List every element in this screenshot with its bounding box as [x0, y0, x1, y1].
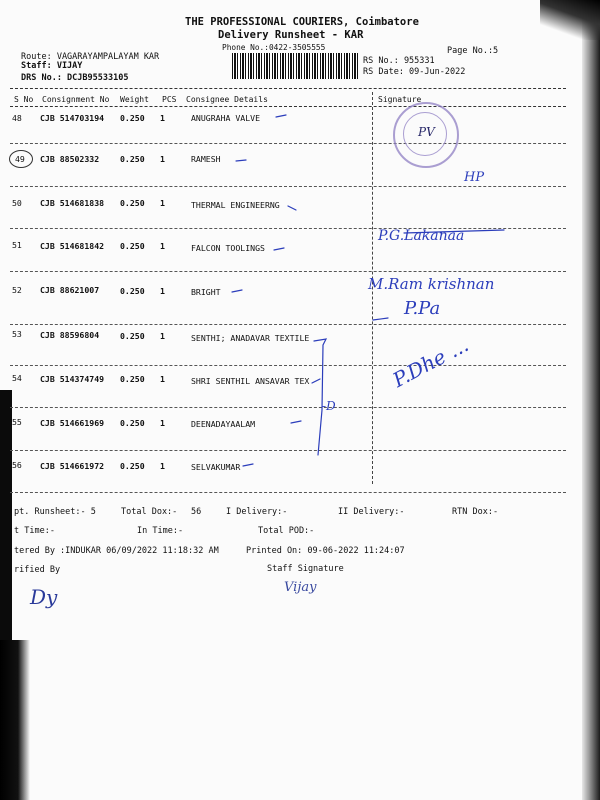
- row-consignee: ANUGRAHA VALVE: [191, 113, 261, 123]
- row-pcs: 1: [160, 286, 165, 296]
- row-consignee: FALCON TOOLINGS: [191, 243, 265, 253]
- row-pcs: 1: [160, 331, 165, 341]
- row-pcs: 1: [160, 418, 165, 428]
- entered-by: tered By :INDUKAR 06/09/2022 11:18:32 AM: [14, 546, 219, 556]
- row-pcs: 1: [160, 198, 165, 208]
- in-time: In Time:-: [137, 526, 184, 536]
- row-consignee: THERMAL ENGINEERNG: [191, 200, 280, 210]
- row-pcs: 1: [160, 113, 165, 123]
- phone-number: Phone No.:0422-3505555: [222, 43, 326, 52]
- bracket-mark: -D: [322, 399, 336, 413]
- tick-mark: [288, 206, 296, 210]
- row-pcs: 1: [160, 374, 165, 384]
- row-consignment: CJB 514681838: [40, 198, 105, 208]
- row-sno: 52: [12, 285, 22, 295]
- row-sno: 56: [12, 460, 22, 470]
- col-sno: S No: [14, 95, 34, 104]
- company-name: THE PROFESSIONAL COURIERS, Coimbatore: [185, 16, 419, 28]
- row-pcs: 1: [160, 241, 165, 251]
- row-weight: 0.250: [120, 331, 145, 341]
- row-weight: 0.250: [120, 461, 145, 471]
- row-consignment: CJB 88621007: [40, 285, 100, 295]
- tick-mark: [312, 379, 320, 383]
- rtn-dox: RTN Dox:-: [452, 507, 499, 517]
- col-consignment: Consignment No: [42, 95, 110, 104]
- row-consignee: RAMESH: [191, 154, 221, 164]
- total-pod: Total POD:-: [258, 526, 315, 536]
- col-signature: Signature: [378, 95, 422, 104]
- signature-row-52-initials: P.Pa: [404, 298, 441, 319]
- row-weight: 0.250: [120, 286, 145, 296]
- row-consignee: BRIGHT: [191, 287, 221, 297]
- total-dox-label: Total Dox:-: [121, 507, 178, 517]
- row-consignment: CJB 514661969: [40, 418, 105, 428]
- row-sno: 53: [12, 329, 22, 339]
- col-pcs: PCS: [162, 95, 177, 104]
- dash-mark: [373, 318, 388, 320]
- underline-mark: [404, 230, 504, 233]
- row-weight: 0.250: [120, 374, 145, 384]
- signature-row-53: P.Dhe ...: [388, 332, 473, 392]
- row-consignee: DEENADAYAALAM: [191, 419, 256, 429]
- drs-number: DRS No.: DCJB95533105: [21, 73, 129, 83]
- page-number: Page No.:5: [447, 46, 499, 56]
- tick-mark: [243, 464, 253, 466]
- row-sno: 49: [15, 154, 25, 164]
- rs-date: RS Date: 09-Jun-2022: [363, 67, 466, 77]
- total-dox-value: 56: [191, 507, 202, 517]
- staff-name: Staff: VIJAY: [21, 61, 83, 71]
- row-consignment: CJB 514703194: [40, 113, 105, 123]
- row-pcs: 1: [160, 461, 165, 471]
- row-weight: 0.250: [120, 113, 145, 123]
- staff-signature: Vijay: [284, 580, 317, 595]
- tick-mark: [232, 290, 242, 292]
- signature-row-49: HP: [464, 170, 485, 185]
- signature-row-52: M.Ram krishnan: [368, 275, 495, 293]
- row-consignment: CJB 88596804: [40, 330, 100, 340]
- verified-signature: Dy: [30, 585, 58, 609]
- tick-mark: [276, 115, 286, 117]
- row-consignment: CJB 514681842: [40, 241, 105, 251]
- row-consignee: SENTHI; ANADAVAR TEXTILE: [191, 333, 310, 343]
- row-consignee: SHRI SENTHIL ANSAVAR TEX: [191, 376, 310, 386]
- col-weight: Weight: [120, 95, 149, 104]
- stamp-initials: PV: [418, 125, 435, 139]
- row-weight: 0.250: [120, 154, 145, 164]
- row-sno: 54: [12, 373, 22, 383]
- bracket-line: [314, 339, 326, 455]
- out-time: t Time:-: [14, 526, 55, 536]
- i-delivery: I Delivery:-: [226, 507, 288, 517]
- tick-mark: [274, 248, 284, 250]
- row-consignment: CJB 514661972: [40, 461, 105, 471]
- verified-by: rified By: [14, 565, 61, 575]
- row-consignment: CJB 514374749: [40, 374, 105, 384]
- tick-mark: [236, 160, 246, 161]
- row-consignment: CJB 88502332: [40, 154, 100, 164]
- staff-signature-label: Staff Signature: [267, 564, 344, 574]
- ii-delivery: II Delivery:-: [338, 507, 405, 517]
- row-weight: 0.250: [120, 241, 145, 251]
- row-sno: 51: [12, 240, 22, 250]
- row-sno: 55: [12, 417, 22, 427]
- tick-mark: [291, 421, 301, 423]
- printed-on: Printed On: 09-06-2022 11:24:07: [246, 546, 405, 556]
- col-consignee: Consignee Details: [186, 95, 268, 104]
- row-pcs: 1: [160, 154, 165, 164]
- row-sno: 50: [12, 198, 22, 208]
- tot-runsheet: pt. Runsheet:- 5: [14, 507, 96, 517]
- route: Route: VAGARAYAMPALAYAM KAR: [21, 52, 160, 62]
- row-consignee: SELVAKUMAR: [191, 462, 241, 472]
- row-weight: 0.250: [120, 418, 145, 428]
- sheet-title: Delivery Runsheet - KAR: [218, 29, 364, 41]
- rs-number: RS No.: 955331: [363, 56, 435, 66]
- signature-row-51: P.G.Lakanaa: [378, 228, 465, 244]
- row-sno: 48: [12, 113, 22, 123]
- row-weight: 0.250: [120, 198, 145, 208]
